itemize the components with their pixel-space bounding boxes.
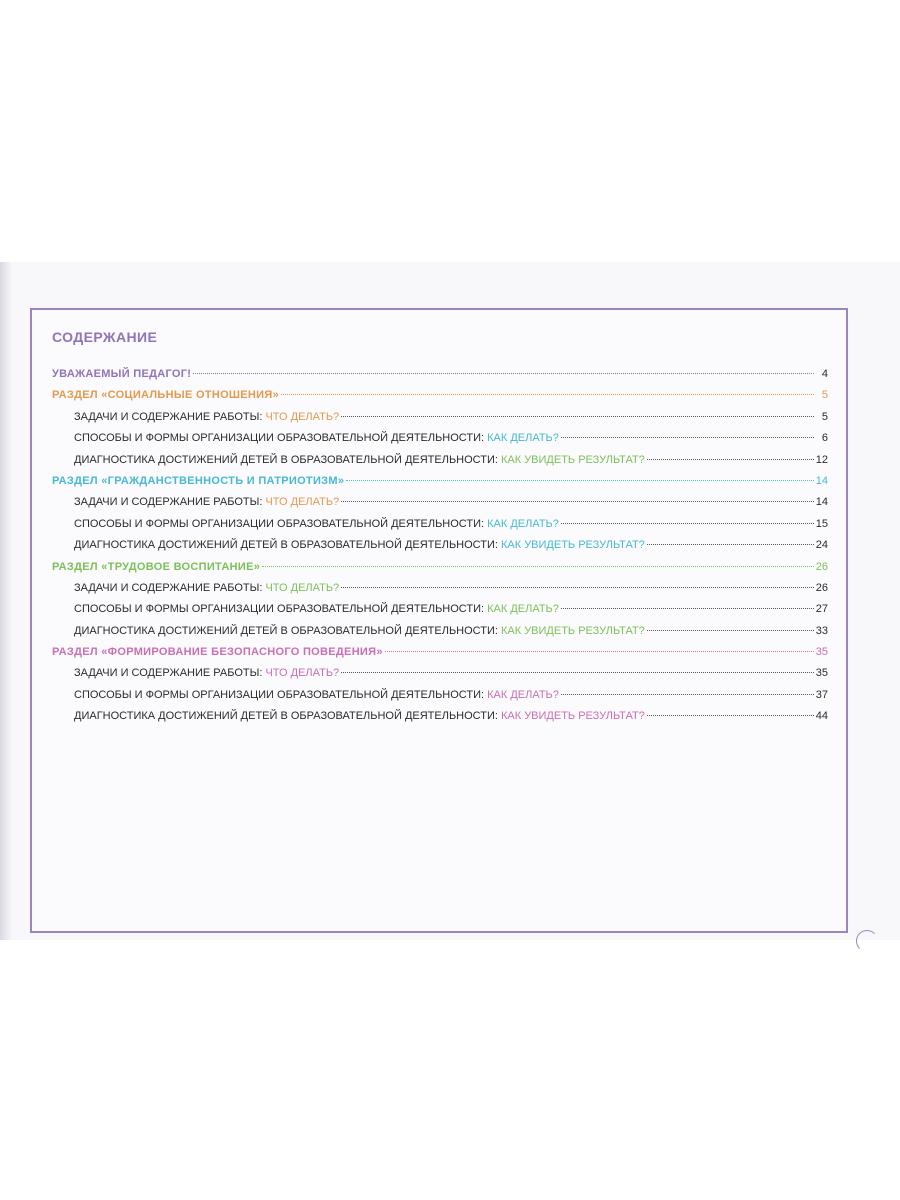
dot-leader — [193, 373, 814, 374]
dot-leader — [561, 694, 814, 695]
dot-leader — [385, 651, 814, 652]
toc-entry-accent: ЧТО ДЕЛАТЬ? — [265, 667, 340, 680]
toc-entry-label: ДИАГНОСТИКА ДОСТИЖЕНИЙ ДЕТЕЙ В ОБРАЗОВАТЕЛЬНОЙ ДЕЯТЕЛЬНОСТИ: — [74, 539, 501, 552]
toc-entry-label: ЗАДАЧИ И СОДЕРЖАНИЕ РАБОТЫ: — [74, 581, 266, 594]
toc-entry-accent: КАК ДЕЛАТЬ? — [487, 688, 559, 701]
toc-entry-accent: ЧТО ДЕЛАТЬ? — [265, 581, 340, 594]
toc-page-number: 12 — [815, 453, 828, 466]
dot-leader — [341, 501, 814, 502]
dot-leader — [341, 416, 814, 417]
toc-page-number: 37 — [815, 688, 828, 701]
toc-page-number: 14 — [815, 496, 828, 509]
toc-entry[interactable] — [52, 518, 828, 539]
toc-entry[interactable] — [52, 432, 828, 453]
dot-leader — [561, 523, 814, 524]
dot-leader — [341, 587, 814, 588]
toc-page-number: 26 — [815, 560, 828, 573]
toc-title: СОДЕРЖАНИЕ — [52, 329, 158, 345]
toc-section-label: РАЗДЕЛ «ТРУДОВОЕ ВОСПИТАНИЕ» — [52, 560, 261, 573]
toc-entry[interactable] — [52, 667, 828, 688]
dot-leader — [561, 608, 814, 609]
toc-entry-accent: КАК ДЕЛАТЬ? — [487, 603, 559, 616]
toc-entry-label: СПОСОБЫ И ФОРМЫ ОРГАНИЗАЦИИ ОБРАЗОВАТЕЛЬНОЙ ДЕЯТЕЛЬНОСТИ: — [74, 517, 488, 530]
toc-page-number: 35 — [815, 646, 828, 659]
page-edge-shadow — [0, 262, 12, 940]
toc-entry[interactable] — [52, 539, 828, 560]
toc-page-number: 44 — [815, 710, 828, 723]
toc-entry[interactable] — [52, 582, 828, 603]
dot-leader — [281, 394, 814, 395]
dot-leader — [647, 459, 814, 460]
toc-entry-label: ДИАГНОСТИКА ДОСТИЖЕНИЙ ДЕТЕЙ В ОБРАЗОВАТЕЛЬНОЙ ДЕЯТЕЛЬНОСТИ: — [74, 453, 501, 466]
toc-entry-label: ЗАДАЧИ И СОДЕРЖАНИЕ РАБОТЫ: — [74, 667, 266, 680]
toc-section-4[interactable] — [52, 646, 828, 667]
toc-section-label: РАЗДЕЛ «ГРАЖДАНСТВЕННОСТЬ И ПАТРИОТИЗМ» — [52, 474, 345, 487]
dot-leader — [647, 715, 814, 716]
toc-page-number: 5 — [821, 389, 828, 402]
toc-entry[interactable] — [52, 603, 828, 624]
dot-leader — [561, 437, 814, 438]
dot-leader — [341, 672, 814, 673]
toc-page-number: 14 — [815, 474, 828, 487]
dot-leader — [346, 480, 814, 481]
dot-leader — [647, 630, 814, 631]
toc-section-1[interactable] — [52, 389, 828, 410]
toc-page-number: 4 — [821, 368, 828, 380]
toc-entry-accent: ЧТО ДЕЛАТЬ? — [265, 410, 340, 423]
toc-entry-label: УВАЖАЕМЫЙ ПЕДАГОГ! — [52, 368, 192, 380]
toc-section-label: РАЗДЕЛ «ФОРМИРОВАНИЕ БЕЗОПАСНОГО ПОВЕДЕНИЯ» — [52, 646, 383, 659]
toc-section-3[interactable] — [52, 561, 828, 582]
toc-entry-intro[interactable] — [52, 368, 828, 389]
toc-section-label: РАЗДЕЛ «СОЦИАЛЬНЫЕ ОТНОШЕНИЯ» — [52, 389, 279, 402]
toc-entry-label: ЗАДАЧИ И СОДЕРЖАНИЕ РАБОТЫ: — [74, 410, 266, 423]
toc-entry-label: СПОСОБЫ И ФОРМЫ ОРГАНИЗАЦИИ ОБРАЗОВАТЕЛЬНОЙ ДЕЯТЕЛЬНОСТИ: — [74, 603, 488, 616]
toc-entry[interactable] — [52, 454, 828, 475]
toc-entry[interactable] — [52, 411, 828, 432]
toc-page-number: 15 — [815, 517, 828, 530]
toc-page-number: 24 — [815, 539, 828, 552]
toc-page-number: 5 — [821, 410, 828, 423]
toc-section-2[interactable] — [52, 475, 828, 496]
table-of-contents — [52, 368, 828, 732]
toc-entry-accent: КАК ДЕЛАТЬ? — [487, 432, 559, 445]
toc-entry-accent: ЧТО ДЕЛАТЬ? — [265, 496, 340, 509]
toc-page-number: 26 — [815, 581, 828, 594]
toc-entry-label: СПОСОБЫ И ФОРМЫ ОРГАНИЗАЦИИ ОБРАЗОВАТЕЛЬНОЙ ДЕЯТЕЛЬНОСТИ: — [74, 688, 488, 701]
toc-entry-label: ЗАДАЧИ И СОДЕРЖАНИЕ РАБОТЫ: — [74, 496, 266, 509]
toc-page-number: 27 — [815, 603, 828, 616]
toc-entry-accent: КАК ДЕЛАТЬ? — [487, 517, 559, 530]
toc-page-number: 35 — [815, 667, 828, 680]
toc-entry-accent: КАК УВИДЕТЬ РЕЗУЛЬТАТ? — [500, 710, 645, 723]
toc-entry-accent: КАК УВИДЕТЬ РЕЗУЛЬТАТ? — [500, 453, 645, 466]
toc-entry[interactable] — [52, 689, 828, 710]
toc-entry-label: ДИАГНОСТИКА ДОСТИЖЕНИЙ ДЕТЕЙ В ОБРАЗОВАТЕЛЬНОЙ ДЕЯТЕЛЬНОСТИ: — [74, 624, 501, 637]
toc-entry[interactable] — [52, 710, 828, 731]
toc-entry-accent: КАК УВИДЕТЬ РЕЗУЛЬТАТ? — [500, 539, 645, 552]
toc-page-number: 6 — [821, 432, 828, 445]
toc-page-number: 33 — [815, 624, 828, 637]
page-corner-mark — [856, 930, 878, 952]
toc-entry-label: СПОСОБЫ И ФОРМЫ ОРГАНИЗАЦИИ ОБРАЗОВАТЕЛЬНОЙ ДЕЯТЕЛЬНОСТИ: — [74, 432, 488, 445]
dot-leader — [262, 566, 814, 567]
dot-leader — [647, 544, 814, 545]
toc-entry-label: ДИАГНОСТИКА ДОСТИЖЕНИЙ ДЕТЕЙ В ОБРАЗОВАТЕЛЬНОЙ ДЕЯТЕЛЬНОСТИ: — [74, 710, 501, 723]
toc-entry[interactable] — [52, 625, 828, 646]
toc-entry[interactable] — [52, 496, 828, 517]
toc-entry-accent: КАК УВИДЕТЬ РЕЗУЛЬТАТ? — [500, 624, 645, 637]
